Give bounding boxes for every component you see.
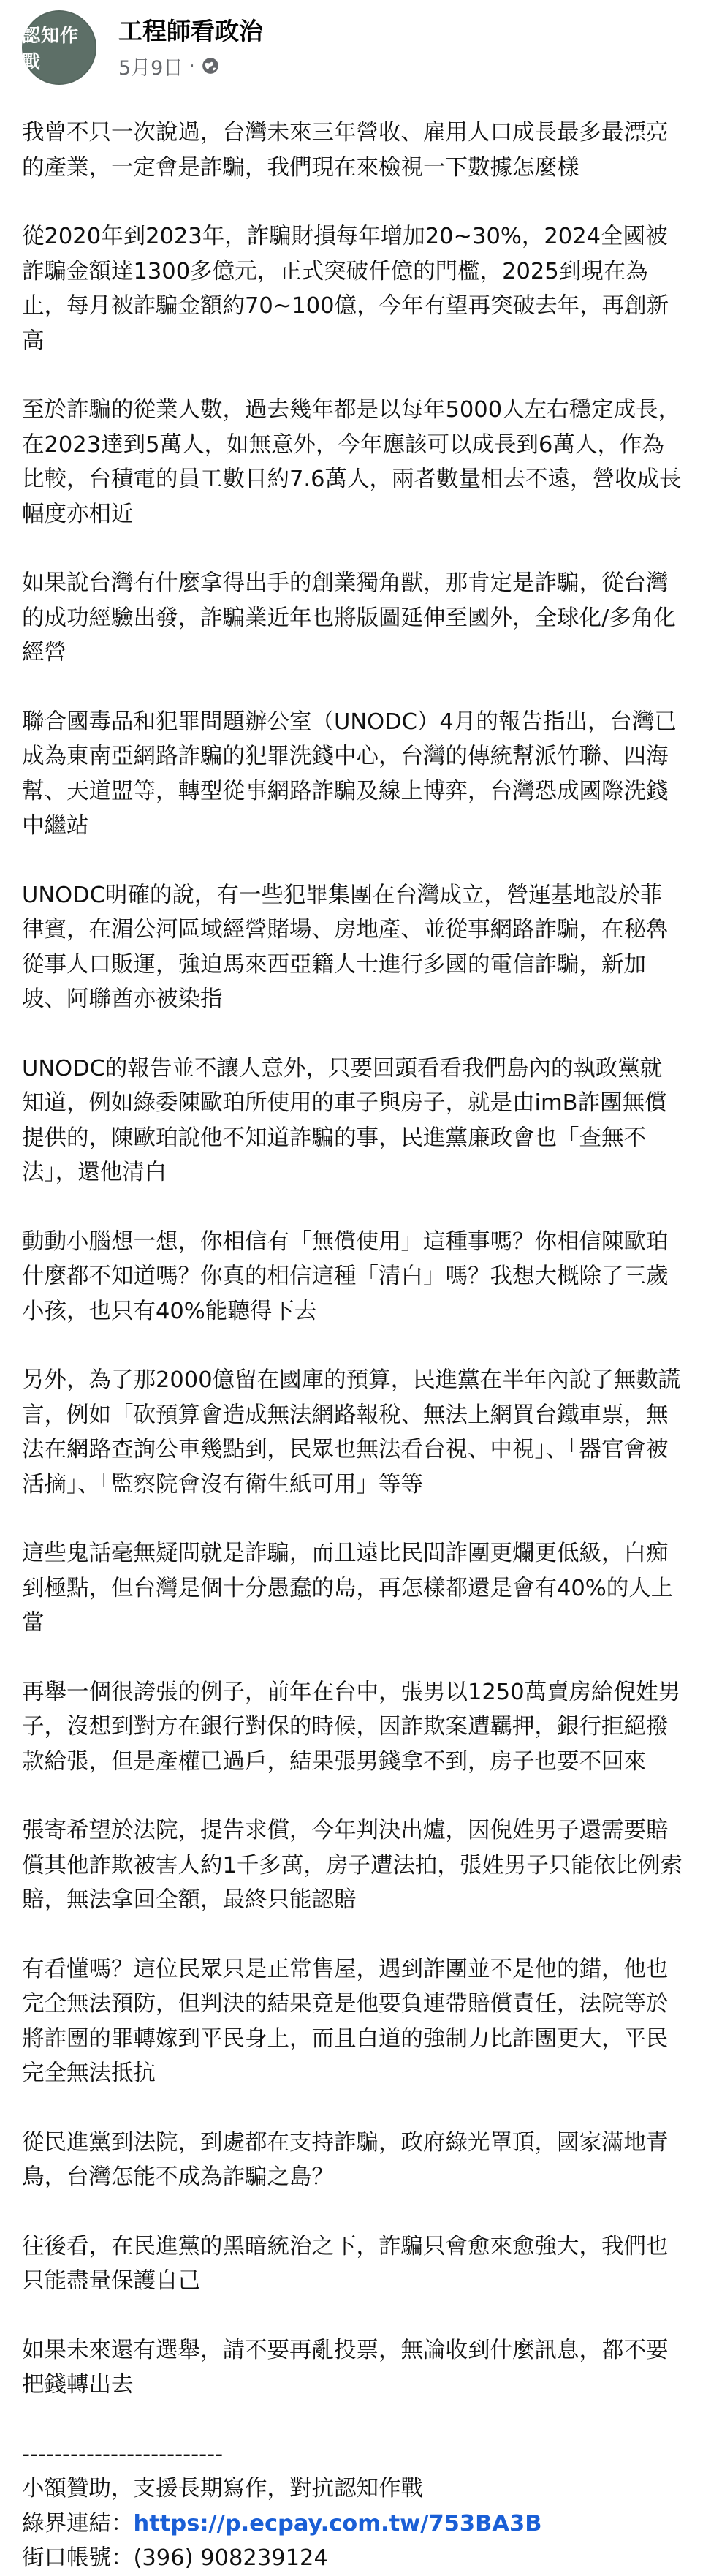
post-body xyxy=(22,116,683,2576)
paragraph-6: UNODC明確的說，有一些犯罪集團在台灣成立，營運基地設於菲律賓，在湄公河區域經營賭場、房地產、並從事網路詐騙，在秘魯從事人口販運，強迫馬來西亞籍人士進行多國的電信詐騙，新加坡、阿聯酋亦被染指 xyxy=(22,882,669,1012)
paragraph-9: 另外，為了那2000億留在國庫的預算，民進黨在半年內說了無數謊言，例如「砍預算會造成無法網路報稅、無法上網買台鐵車票，無法在網路查詢公車幾點到，民眾也無法看台視、中視」、「器官會被活摘」、「監察院會沒有衛生紙可用」等等 xyxy=(22,1367,681,1497)
ecpay-label: 綠界連結： xyxy=(22,2510,134,2537)
post-subline xyxy=(118,52,263,80)
paragraph-14: 從民進黨到法院，到處都在支持詐騙，政府綠光罩頂，國家滿地青鳥，台灣怎能不成為詐騙之島？ xyxy=(22,2129,669,2190)
avatar-text: 認知作戰 xyxy=(22,25,80,72)
paragraph-10: 這些鬼話毫無疑問就是詐騙，而且遠比民間詐團更爛更低級，白痴到極點，但台灣是個十分愚蠢的島，再怎樣都還是會有40%的人上當 xyxy=(22,1541,674,1636)
paragraph-8: 動動小腦想一想，你相信有「無償使用」這種事嗎？你相信陳歐珀什麼都不知道嗎？你真的相信這種「清白」嗎？我想大概除了三歲小孩，也只有40%能聽得下去 xyxy=(22,1228,669,1324)
footer-divider: ------------------------- xyxy=(22,2441,224,2467)
ecpay-line xyxy=(22,2507,683,2542)
paragraph-4: 如果說台灣有什麼拿得出手的創業獨角獸，那肯定是詐騙，從台灣的成功經驗出發，詐騙業近年也將版圖延伸至國外，全球化/多角化經營 xyxy=(22,570,676,665)
avatar[interactable] xyxy=(22,10,96,85)
paragraph-16: 如果未來還有選舉，請不要再亂投票，無論收到什麼訊息，都不要把錢轉出去 xyxy=(22,2337,669,2398)
paragraph-1: 我曾不只一次說過，台灣未來三年營收、雇用人口成長最多最漂亮的產業，一定會是詐騙，我們現在來檢視一下數據怎麼樣 xyxy=(22,120,669,181)
ecpay-link[interactable]: https://p.ecpay.com.tw/753BA3B xyxy=(133,2510,542,2537)
paragraph-7: UNODC的報告並不讓人意外，只要回頭看看我們島內的執政黨就知道，例如綠委陳歐珀所使用的車子與房子，就是由imB詐團無償提供的，陳歐珀說他不知道詐騙的事，民進黨廉政會也「查無不法」，還他清白 xyxy=(22,1055,667,1185)
page-name[interactable]: 工程師看政治 xyxy=(118,16,263,45)
globe-icon[interactable] xyxy=(201,56,220,75)
separator-dot: · xyxy=(189,54,195,78)
paragraph-12: 張寄希望於法院，提告求償，今年判決出爐，因倪姓男子還需要賠償其他詐欺被害人約1千多萬，房子遭法拍，張姓男子只能依比例索賠，無法拿回全額，最終只能認賠 xyxy=(22,1818,683,1913)
paragraph-11: 再舉一個很誇張的例子，前年在台中，張男以1250萬賣房給倪姓男子，沒想到對方在銀行對保的時候，因詐欺案遭羈押，銀行拒絕撥款給張，但是產權已過戶，結果張男錢拿不到，房子也要不回來 xyxy=(22,1679,681,1775)
post-header xyxy=(22,0,683,95)
paragraph-15: 往後看，在民進黨的黑暗統治之下，詐騙只會愈來愈強大，我們也只能盡量保護自己 xyxy=(22,2233,669,2294)
post-date[interactable]: 5月9日 xyxy=(118,56,183,80)
paragraph-3: 至於詐騙的從業人數，過去幾年都是以每年5000人左右穩定成長，在2023達到5萬人，如無意外，今年應該可以成長到6萬人，作為比較，台積電的員工數目約7.6萬人，兩者數量相去不遠，營收成長幅度亦相近 xyxy=(22,397,682,527)
post-meta xyxy=(118,15,263,80)
paragraph-5: 聯合國毒品和犯罪問題辦公室（UNODC）4月的報告指出，台灣已成為東南亞網路詐騙的犯罪洗錢中心，台灣的傳統幫派竹聯、四海幫、天道盟等，轉型從事網路詐騙及線上博弈，台灣恐成國際洗錢中繼站 xyxy=(22,709,677,839)
paragraph-13: 有看懂嗎？這位民眾只是正常售屋，遇到詐團並不是他的錯，他也完全無法預防，但判決的結果竟是他要負連帶賠償責任，法院等於將詐團的罪轉嫁到平民身上，而且白道的強制力比詐團更大，平民完全無法抵抗 xyxy=(22,1956,669,2086)
paragraph-2: 從2020年到2023年，詐騙財損每年增加20~30%，2024全國被詐騙金額達1300多億元，正式突破仟億的門檻，2025到現在為止，每月被詐騙金額約70~100億，今年有望再突破去年，再創新高 xyxy=(22,224,669,354)
bank-account: 街口帳號：(396) 908239124 xyxy=(22,2545,328,2571)
support-text: 小額贊助，支援長期寫作，對抗認知作戰 xyxy=(22,2476,423,2501)
